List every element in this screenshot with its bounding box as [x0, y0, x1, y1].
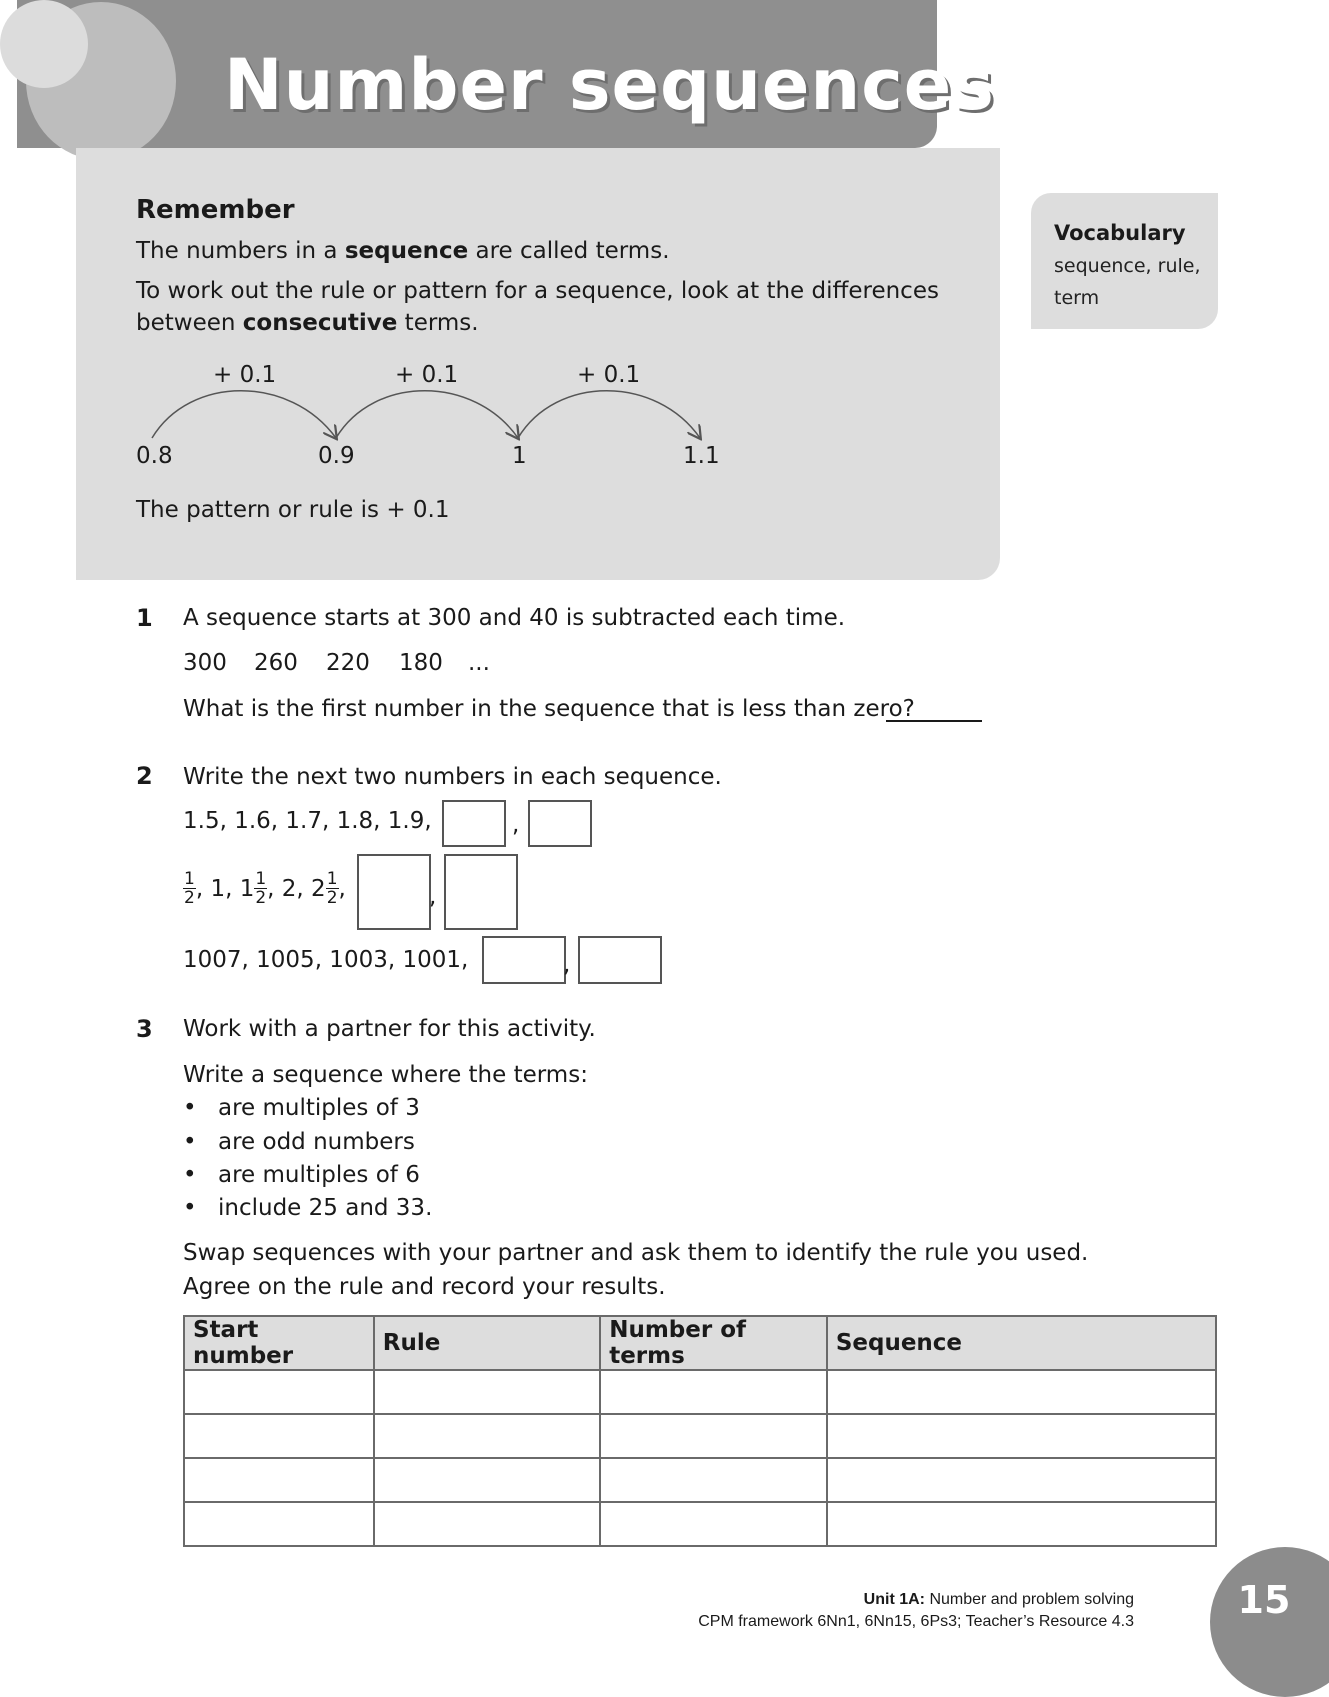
q1-sequence-term: 300: [183, 650, 227, 676]
question-3-text: Work with a partner for this activity.: [183, 1016, 596, 1042]
question-3-agree: Agree on the rule and record your results.: [183, 1274, 666, 1300]
table-row: [184, 1502, 1216, 1546]
rule-text: The pattern or rule is + 0.1: [136, 497, 450, 523]
table-cell[interactable]: [374, 1414, 600, 1458]
table-cell[interactable]: [827, 1502, 1216, 1546]
table-cell[interactable]: [184, 1414, 374, 1458]
vocabulary-title: Vocabulary: [1054, 221, 1186, 245]
header-rule: Rule: [374, 1316, 600, 1370]
table-cell[interactable]: [600, 1458, 827, 1502]
q2-sequence-a: 1.5, 1.6, 1.7, 1.8, 1.9,: [183, 808, 432, 834]
remember-line-3-start: between: [136, 310, 243, 336]
table-cell[interactable]: [374, 1502, 600, 1546]
step-label: + 0.1: [577, 362, 641, 388]
jump-arc-3: [518, 391, 700, 438]
bullet-item: include 25 and 33.: [218, 1195, 433, 1221]
remember-line-1-start: The numbers in a: [136, 238, 345, 264]
table-cell[interactable]: [600, 1370, 827, 1414]
remember-line-2: To work out the rule or pattern for a sequence, look at the differences: [136, 278, 939, 304]
question-number: 2: [136, 762, 153, 790]
question-3-swap: Swap sequences with your partner and ask them to identify the rule you used.: [183, 1240, 1089, 1266]
table-row: [184, 1414, 1216, 1458]
footer-unit-title: Number and problem solving: [925, 1591, 1134, 1608]
vocabulary-line-1: sequence, rule,: [1054, 255, 1201, 277]
q1-sequence-term: 220: [326, 650, 370, 676]
jump-arc-1: [152, 391, 336, 438]
footer-unit: [864, 1591, 1134, 1609]
footer-unit-label: Unit 1A:: [863, 1591, 925, 1608]
q2b-answer-box-2[interactable]: [444, 854, 518, 930]
question-3-intro: Write a sequence where the terms:: [183, 1062, 588, 1088]
bullet-marker: •: [183, 1129, 197, 1155]
footer-framework: CPM framework 6Nn1, 6Nn15, 6Ps3; Teacher’s Resource 4.3: [698, 1613, 1134, 1630]
step-label: + 0.1: [213, 362, 277, 388]
table-cell[interactable]: [374, 1370, 600, 1414]
keyword-sequence: sequence: [344, 238, 469, 264]
table-cell[interactable]: [827, 1458, 1216, 1502]
table-cell[interactable]: [827, 1414, 1216, 1458]
bullet-marker: •: [183, 1095, 197, 1121]
table-cell[interactable]: [827, 1370, 1216, 1414]
q1-sequence-term: 260: [254, 650, 298, 676]
fraction-half: $\frac{1}{2}$: [184, 869, 195, 908]
header-sequence: Sequence: [827, 1316, 1216, 1370]
term: 0.9: [318, 443, 355, 469]
table-cell[interactable]: [374, 1458, 600, 1502]
results-table: [183, 1315, 1217, 1547]
term: 1: [512, 443, 527, 469]
vocabulary-line-2: term: [1054, 287, 1100, 309]
q1-answer-line[interactable]: [886, 720, 982, 722]
table-cell[interactable]: [184, 1458, 374, 1502]
bullet-item: are multiples of 3: [218, 1095, 420, 1121]
table-header-row: [184, 1316, 1216, 1370]
page-title: Number sequences: [224, 44, 995, 126]
jump-arc-2: [336, 391, 518, 438]
q2-sequence-b: $\frac{1}{2}$ , 1, 1 $\frac{1}{2}$ , 2, 2 $\frac{1}{2}$ ,: [184, 869, 346, 908]
keyword-consecutive: consecutive: [242, 310, 398, 336]
header-number-of-terms: Number of terms: [600, 1316, 827, 1370]
question-1-prompt: What is the first number in the sequence that is less than zero?: [183, 696, 915, 722]
remember-line-1-end: are called terms.: [468, 238, 670, 264]
table-row: [184, 1458, 1216, 1502]
q2c-answer-box-1[interactable]: [482, 936, 566, 984]
q2-sequence-c: 1007, 1005, 1003, 1001,: [183, 947, 469, 973]
question-number: 3: [136, 1015, 153, 1043]
page-number: 15: [1237, 1578, 1291, 1622]
table-cell[interactable]: [600, 1414, 827, 1458]
comma: ,: [429, 884, 437, 910]
question-2-text: Write the next two numbers in each sequence.: [183, 764, 722, 790]
question-number: 1: [136, 604, 153, 632]
q1-sequence-term: 180: [399, 650, 443, 676]
header-start-number: Start number: [184, 1316, 374, 1370]
q1-sequence-ellipsis: ...: [468, 650, 490, 676]
comma: ,: [512, 812, 520, 838]
remember-heading: Remember: [136, 195, 295, 225]
q2a-answer-box-1[interactable]: [442, 800, 506, 847]
bullet-marker: •: [183, 1162, 197, 1188]
fraction-half: $\frac{1}{2}$: [326, 869, 338, 908]
fraction-half: $\frac{1}{2}$: [255, 869, 267, 908]
q2a-answer-box-2[interactable]: [528, 800, 592, 847]
term: 1.1: [683, 443, 720, 469]
q2c-answer-box-2[interactable]: [578, 936, 662, 984]
table-row: [184, 1370, 1216, 1414]
q2b-answer-box-1[interactable]: [357, 854, 431, 930]
table-cell[interactable]: [184, 1370, 374, 1414]
comma: ,: [563, 952, 571, 978]
remember-line-3-end: terms.: [397, 310, 479, 336]
table-cell[interactable]: [600, 1502, 827, 1546]
step-label: + 0.1: [395, 362, 459, 388]
bullet-marker: •: [183, 1195, 197, 1221]
question-1-text: A sequence starts at 300 and 40 is subtracted each time.: [183, 605, 846, 631]
bullet-item: are odd numbers: [218, 1129, 415, 1155]
bullet-item: are multiples of 6: [218, 1162, 420, 1188]
table-cell[interactable]: [184, 1502, 374, 1546]
term: 0.8: [136, 443, 173, 469]
